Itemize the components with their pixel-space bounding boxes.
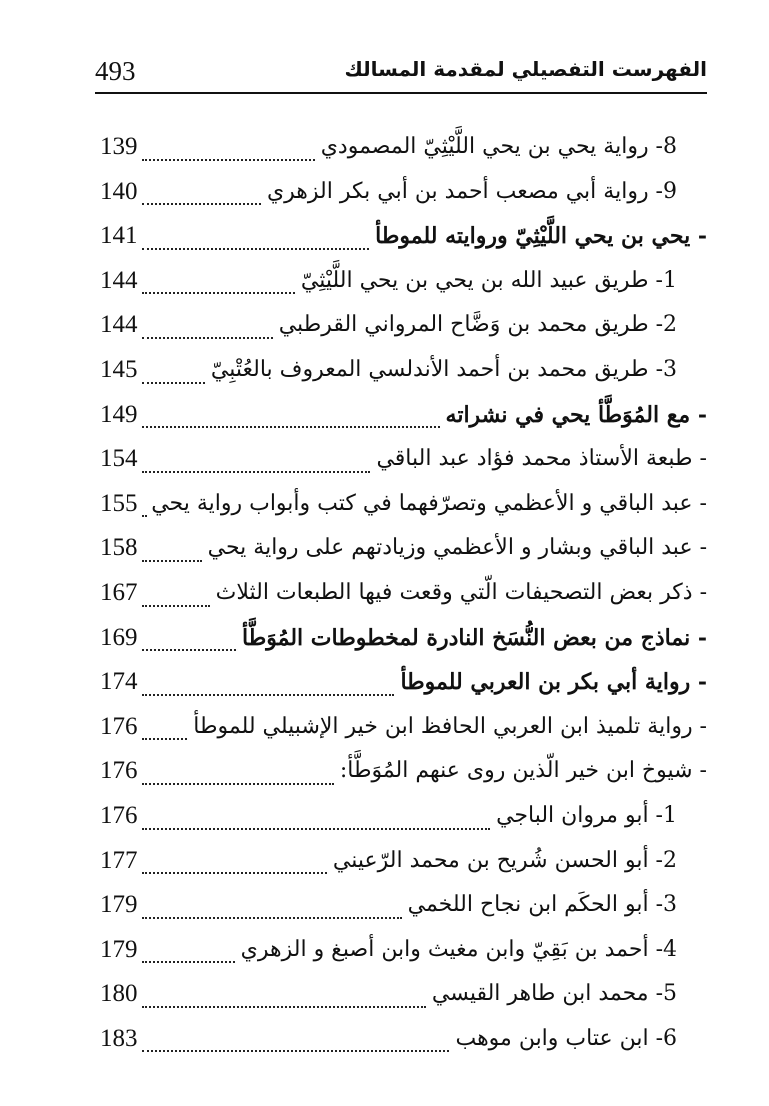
dot-leader: [142, 203, 261, 205]
toc-entry: [100, 348, 707, 393]
toc-page-number: 144: [100, 266, 138, 294]
dot-leader: [142, 738, 187, 740]
toc-entry: [100, 794, 707, 839]
toc-page-number: 180: [100, 980, 138, 1008]
toc-entry-title: 3- طريق محمد بن أحمد الأندلسي المعروف بالعُتْبِيّ: [210, 356, 677, 382]
dot-leader: [142, 382, 205, 384]
toc-entry-title: - مع المُوَطَّأ يحي في نشراته: [445, 401, 707, 428]
toc-page-number: 177: [100, 846, 138, 874]
toc-page-number: 139: [100, 133, 138, 160]
toc-entry: [100, 705, 707, 750]
toc-entry-title: 6- ابن عتاب وابن موهب: [455, 1025, 677, 1051]
dot-leader: [142, 292, 295, 294]
toc-entry: [100, 972, 707, 1017]
toc-entry-title: - عبد الباقي وبشار و الأعظمي وزيادتهم على رواية يحي: [207, 535, 707, 561]
page-header: [95, 52, 707, 94]
toc-page-number: 174: [100, 668, 138, 696]
toc-page-number: 179: [100, 935, 138, 963]
toc-entry-title: - نماذج من بعض النُّسَخ النادرة لمخطوطات المُوَطَّأ: [242, 624, 707, 651]
dot-leader: [142, 515, 145, 517]
toc-entry: [100, 393, 707, 438]
toc-entry-title: 2- طريق محمد بن وَضَّاح المرواني القرطبي: [278, 312, 677, 338]
toc-entry-title: 5- محمد ابن طاهر القيسي: [431, 981, 677, 1007]
toc-page-number: 158: [100, 534, 138, 562]
dot-leader: [142, 872, 327, 874]
toc-page-number: 141: [100, 222, 138, 250]
toc-page-number: 140: [100, 177, 138, 205]
toc-page-number: 149: [100, 400, 138, 428]
toc-page-number: 183: [100, 1024, 138, 1052]
toc-entry: [100, 660, 707, 705]
dot-leader: [142, 605, 210, 607]
toc-entry: [100, 303, 707, 348]
toc-entry-title: 1- أبو مروان الباجي: [496, 802, 677, 828]
toc-entry: [100, 437, 707, 482]
dot-leader: [142, 337, 273, 339]
toc-entry-title: 8- رواية يحي بن يحي اللَّيْثِيّ المصمودي: [320, 134, 677, 159]
running-title: الفهرست التفصيلي لمقدمة المسالك: [344, 57, 707, 81]
toc-entry: [100, 883, 707, 928]
dot-leader: [142, 159, 315, 161]
toc-entry: [100, 928, 707, 973]
toc-entry-title: - ذكر بعض التصحيفات الّتي وقعت فيها الطبعات الثلاث: [215, 579, 707, 605]
toc-page-number: 155: [100, 489, 138, 517]
toc-page-number: 167: [100, 578, 138, 606]
dot-leader: [142, 961, 235, 963]
toc-entry: [100, 170, 707, 215]
toc-page-number: 145: [100, 355, 138, 383]
toc-entry: [100, 839, 707, 884]
dot-leader: [142, 248, 369, 250]
toc-entry-title: - رواية أبي بكر بن العربي للموطأ: [400, 669, 707, 696]
dot-leader: [142, 560, 202, 562]
toc-page-number: 176: [100, 712, 138, 740]
toc-page-number: 179: [100, 891, 138, 919]
dot-leader: [142, 649, 236, 651]
toc-entry: [100, 1017, 707, 1062]
toc-entry-title: 1- طريق عبيد الله بن يحي بن يحي اللَّيْثِيّ: [300, 267, 677, 293]
dot-leader: [142, 917, 402, 919]
toc-entry-title: - يحي بن يحي اللَّيْثِيّ وروايته للموطأ: [375, 223, 707, 250]
toc-entry: [100, 259, 707, 304]
toc-entry: [100, 571, 707, 616]
toc-entry: [100, 526, 707, 571]
toc-page-number: 176: [100, 757, 138, 785]
toc-page-number: 169: [100, 623, 138, 651]
dot-leader: [142, 783, 334, 785]
toc-page-number: 144: [100, 311, 138, 339]
dot-leader: [142, 426, 440, 428]
dot-leader: [142, 694, 394, 696]
toc-entry-title: 9- رواية أبي مصعب أحمد بن أبي بكر الزهري: [266, 178, 677, 204]
dot-leader: [142, 1006, 426, 1008]
dot-leader: [142, 471, 370, 473]
table-of-contents: [100, 125, 707, 1061]
toc-entry: [100, 214, 707, 259]
toc-entry: [100, 616, 707, 661]
dot-leader: [142, 1050, 449, 1052]
toc-entry-title: 3- أبو الحكَم ابن نجاح اللخمي: [407, 892, 677, 918]
dot-leader: [142, 828, 490, 830]
toc-page-number: 154: [100, 445, 138, 473]
toc-entry-title: 4- أحمد بن بَقِيّ وابن مغيث وابن أصبغ و الزهري: [240, 936, 677, 962]
toc-entry: [100, 125, 707, 170]
toc-page-number: 176: [100, 801, 138, 829]
toc-entry-title: 2- أبو الحسن شُريح بن محمد الرّعيني: [332, 847, 677, 873]
toc-entry: [100, 749, 707, 794]
toc-entry-title: - عبد الباقي و الأعظمي وتصرّفهما في كتب وأبواب رواية يحي: [151, 490, 707, 516]
toc-entry: [100, 482, 707, 527]
page-number: 493: [95, 56, 136, 86]
toc-entry-title: - رواية تلميذ ابن العربي الحافظ ابن خير الإشبيلي للموطأ: [193, 713, 707, 739]
toc-entry-title: - طبعة الأستاذ محمد فؤاد عبد الباقي: [376, 446, 707, 472]
toc-entry-title: - شيوخ ابن خير الّذين روى عنهم المُوَطَّأ:: [339, 758, 707, 784]
